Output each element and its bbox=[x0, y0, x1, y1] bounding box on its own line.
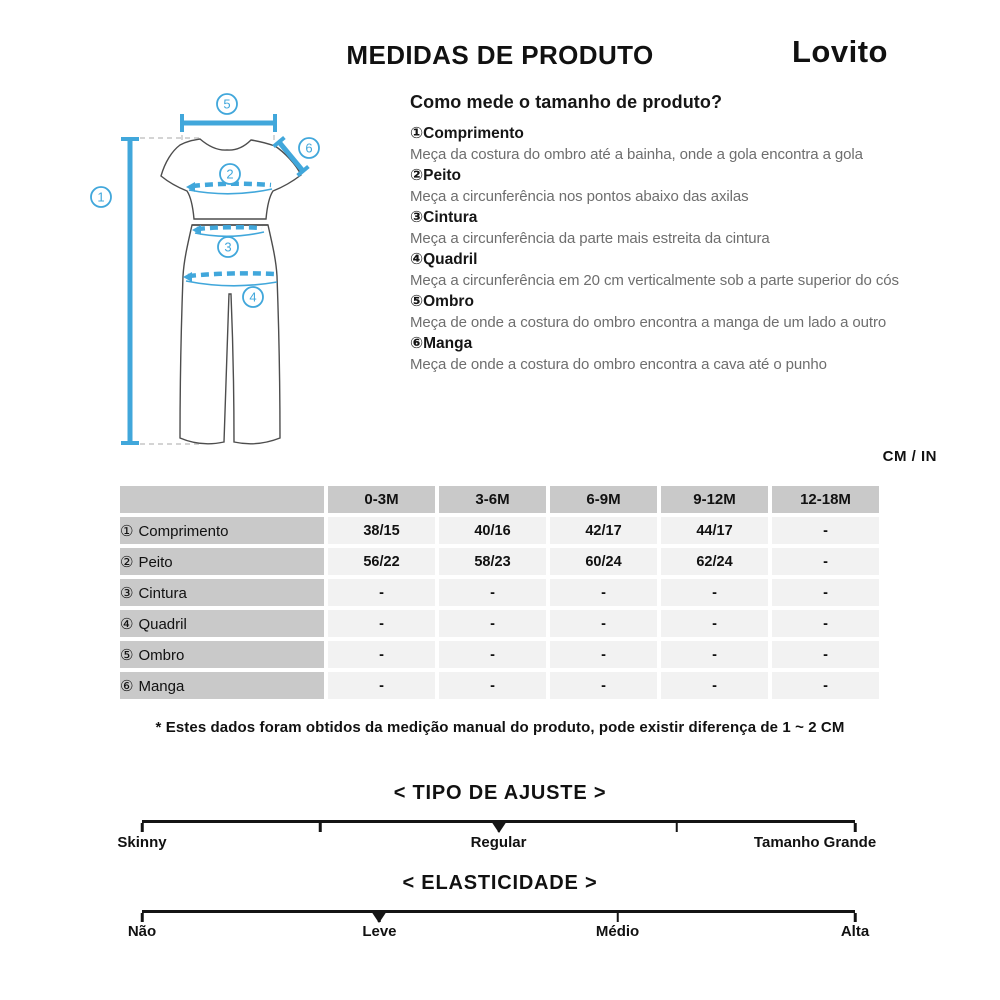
diagram-number-3 bbox=[218, 237, 238, 257]
table-corner-cell bbox=[120, 486, 324, 513]
column-header: 6-9M bbox=[550, 486, 657, 513]
slider-tick bbox=[319, 823, 322, 832]
column-header: 0-3M bbox=[328, 486, 435, 513]
cell-value: 42/17 bbox=[550, 517, 657, 544]
diagram-number-4 bbox=[243, 287, 263, 307]
svg-text:3: 3 bbox=[224, 239, 232, 255]
length-measure bbox=[121, 139, 139, 443]
circled-number: ① bbox=[410, 125, 424, 142]
guide-item-label: ②Peito bbox=[410, 167, 462, 184]
fit-label-skinny: Skinny bbox=[117, 834, 167, 851]
row-label-cell: ⑤ Ombro bbox=[120, 641, 324, 668]
table-row bbox=[120, 517, 879, 544]
cell-value: - bbox=[661, 579, 768, 606]
waist-measure bbox=[192, 225, 264, 236]
cell-value: - bbox=[439, 579, 546, 606]
table-header-row bbox=[120, 486, 879, 513]
elasticity-heading: < ELASTICIDADE > bbox=[402, 872, 598, 894]
hip-measure bbox=[183, 272, 277, 286]
table-row bbox=[120, 579, 879, 606]
shoulder-measure bbox=[182, 114, 275, 132]
row-label-cell: ② Peito bbox=[120, 548, 324, 575]
guide-heading: Como mede o tamanho de produto? bbox=[410, 92, 723, 112]
fit-type-heading: < TIPO DE AJUSTE > bbox=[393, 782, 607, 804]
cell-value: - bbox=[772, 517, 879, 544]
guide-item bbox=[410, 291, 930, 333]
table-row bbox=[120, 548, 879, 575]
svg-text:5: 5 bbox=[223, 96, 231, 112]
cell-value: - bbox=[772, 548, 879, 575]
guide-item-label: ⑤Ombro bbox=[410, 293, 474, 310]
footnote: * Estes dados foram obtidos da medição manual do produto, pode existir diferença de 1 ~ 2 CM bbox=[155, 719, 845, 736]
circled-number: ③ bbox=[120, 584, 134, 602]
slider-marker bbox=[491, 821, 507, 833]
units-label: CM / IN bbox=[882, 448, 937, 465]
cell-value: - bbox=[772, 641, 879, 668]
fit-labels bbox=[117, 834, 877, 854]
row-label-cell: ⑥ Manga bbox=[120, 672, 324, 699]
svg-text:2: 2 bbox=[226, 166, 234, 182]
elasticity-label-leve: Leve bbox=[362, 923, 397, 940]
elasticity-label-alta: Alta bbox=[840, 923, 870, 940]
circled-number: ① bbox=[120, 522, 134, 540]
guide-item-desc: Meça a circunferência da parte mais estreita da cintura bbox=[410, 230, 770, 247]
elasticity-label-medio: Médio bbox=[595, 923, 640, 940]
guide-item-label: ①Comprimento bbox=[410, 125, 524, 142]
guide-item bbox=[410, 333, 930, 375]
row-label-cell: ④ Quadril bbox=[120, 610, 324, 637]
diagram-number-2 bbox=[220, 164, 240, 184]
cell-value: - bbox=[661, 672, 768, 699]
circled-number: ② bbox=[120, 553, 134, 571]
cell-value: - bbox=[328, 641, 435, 668]
diagram-number-1 bbox=[91, 187, 111, 207]
cell-value: - bbox=[550, 641, 657, 668]
cell-value: - bbox=[439, 610, 546, 637]
measure-guide bbox=[410, 92, 930, 375]
guide-item bbox=[410, 207, 930, 249]
size-table bbox=[116, 482, 883, 703]
guide-item-desc: Meça de onde a costura do ombro encontra a cava até o punho bbox=[410, 356, 827, 373]
cell-value: - bbox=[772, 672, 879, 699]
guide-item-label: ③Cintura bbox=[410, 209, 478, 226]
cell-value: 56/22 bbox=[328, 548, 435, 575]
cell-value: 40/16 bbox=[439, 517, 546, 544]
guide-item bbox=[410, 123, 930, 165]
garment-diagram bbox=[78, 92, 323, 467]
svg-text:1: 1 bbox=[97, 189, 105, 205]
guide-item-label: ⑥Manga bbox=[410, 335, 473, 352]
slider-tick bbox=[676, 823, 679, 832]
page-title: MEDIDAS DE PRODUTO bbox=[346, 40, 654, 70]
circled-number: ④ bbox=[120, 615, 134, 633]
cell-value: - bbox=[772, 610, 879, 637]
circled-number: ② bbox=[410, 167, 424, 184]
guide-item-desc: Meça a circunferência em 20 cm verticalmente sob a parte superior do cós bbox=[410, 272, 899, 289]
svg-text:4: 4 bbox=[249, 289, 257, 305]
cell-value: - bbox=[328, 610, 435, 637]
cell-value: - bbox=[550, 610, 657, 637]
cell-value: - bbox=[550, 579, 657, 606]
circled-number: ⑤ bbox=[120, 646, 134, 664]
elasticity-labels bbox=[127, 923, 870, 943]
slider-tick bbox=[141, 823, 144, 832]
svg-text:6: 6 bbox=[305, 140, 313, 156]
circled-number: ④ bbox=[410, 251, 424, 268]
guide-item-label: ④Quadril bbox=[410, 251, 478, 268]
column-header: 9-12M bbox=[661, 486, 768, 513]
cell-value: 62/24 bbox=[661, 548, 768, 575]
guide-item-desc: Meça da costura do ombro até a bainha, onde a gola encontra a gola bbox=[410, 146, 863, 163]
cell-value: - bbox=[439, 641, 546, 668]
cell-value: - bbox=[328, 579, 435, 606]
table-row bbox=[120, 610, 879, 637]
slider-tick bbox=[854, 823, 857, 832]
cell-value: 38/15 bbox=[328, 517, 435, 544]
cell-value: 44/17 bbox=[661, 517, 768, 544]
circled-number: ⑤ bbox=[410, 293, 424, 310]
table-row bbox=[120, 672, 879, 699]
column-header: 12-18M bbox=[772, 486, 879, 513]
cell-value: - bbox=[661, 641, 768, 668]
circled-number: ③ bbox=[410, 209, 424, 226]
row-label-cell: ① Comprimento bbox=[120, 517, 324, 544]
column-header: 3-6M bbox=[439, 486, 546, 513]
guide-item-desc: Meça a circunferência nos pontos abaixo das axilas bbox=[410, 188, 749, 205]
circled-number: ⑥ bbox=[120, 677, 134, 695]
diagram-number-6 bbox=[299, 138, 319, 158]
diagram-number-5 bbox=[217, 94, 237, 114]
cell-value: 58/23 bbox=[439, 548, 546, 575]
slider-tick bbox=[854, 913, 857, 922]
cell-value: - bbox=[328, 672, 435, 699]
fit-label-regular: Regular bbox=[470, 834, 527, 851]
cell-value: - bbox=[439, 672, 546, 699]
row-label-cell: ③ Cintura bbox=[120, 579, 324, 606]
guide-item-desc: Meça de onde a costura do ombro encontra a manga de um lado a outro bbox=[410, 314, 887, 331]
cell-value: - bbox=[550, 672, 657, 699]
cell-value: 60/24 bbox=[550, 548, 657, 575]
circled-number: ⑥ bbox=[410, 335, 424, 352]
table-row bbox=[120, 641, 879, 668]
cell-value: - bbox=[772, 579, 879, 606]
slider-tick bbox=[616, 913, 619, 922]
slider-marker bbox=[371, 911, 387, 923]
brand-logo: Lovito bbox=[792, 34, 888, 69]
guide-item bbox=[410, 165, 930, 207]
fit-label-tamanho-grande: Tamanho Grande bbox=[753, 834, 877, 851]
cell-value: - bbox=[661, 610, 768, 637]
elasticity-label-nao: Não bbox=[127, 923, 157, 940]
slider-tick bbox=[141, 913, 144, 922]
guide-item bbox=[410, 249, 930, 291]
